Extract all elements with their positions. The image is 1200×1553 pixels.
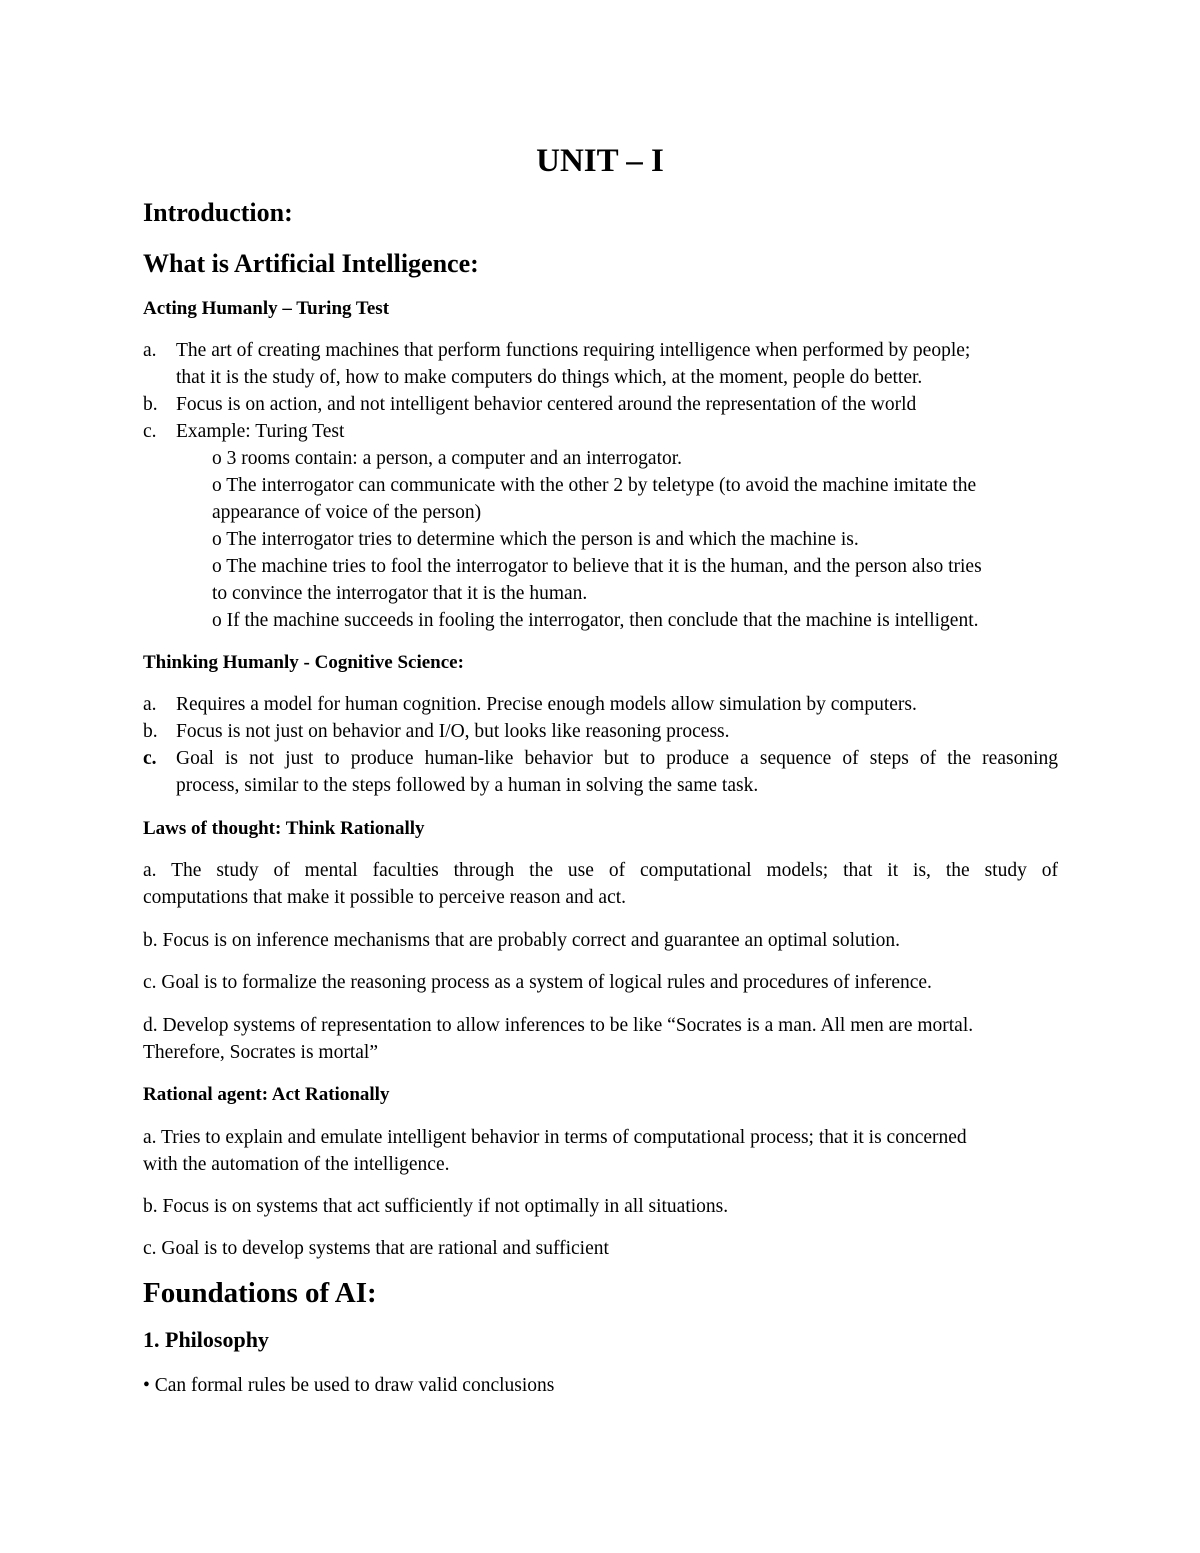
list-item-line: The art of creating machines that perform functions requiring intelligence when performed by people; — [176, 340, 971, 361]
sub-bullet-line: o 3 rooms contain: a person, a computer and an interrogator. — [212, 448, 683, 469]
philosophy-heading: 1. Philosophy — [143, 1327, 269, 1352]
philosophy-bullet: • Can formal rules be used to draw valid conclusions — [143, 1375, 555, 1396]
list-item-line: process, similar to the steps followed by a human in solving the same task. — [176, 775, 759, 796]
laws-of-thought-heading: Laws of thought: Think Rationally — [143, 818, 425, 839]
paragraph-line: c. Goal is to formalize the reasoning process as a system of logical rules and procedures of inference. — [143, 972, 932, 993]
paragraph-line: d. Develop systems of representation to allow inferences to be like “Socrates is a man. All men are mortal. — [143, 1015, 974, 1036]
list-marker: a. — [143, 340, 157, 361]
sub-bullet-line: o The interrogator tries to determine which the person is and which the machine is. — [212, 529, 859, 550]
paragraph-line: b. Focus is on systems that act sufficiently if not optimally in all situations. — [143, 1196, 729, 1217]
paragraph-line: a. The study of mental faculties through the use of computational models; that it is, the study of — [143, 860, 1058, 881]
list-item-line: Requires a model for human cognition. Precise enough models allow simulation by computers. — [176, 694, 917, 715]
sub-bullet-line: o The machine tries to fool the interrogator to believe that it is the human, and the person also tries — [212, 556, 982, 577]
what-is-ai-heading: What is Artificial Intelligence: — [143, 249, 479, 278]
list-marker: c. — [143, 748, 157, 769]
list-item-line: Goal is not just to produce human-like behavior but to produce a sequence of steps of the reasoning — [176, 748, 1058, 769]
list-marker: a. — [143, 694, 157, 715]
acting-humanly-heading: Acting Humanly – Turing Test — [143, 298, 390, 319]
page-title: UNIT – I — [536, 143, 664, 179]
paragraph-line: Therefore, Socrates is mortal” — [143, 1042, 378, 1063]
list-marker: b. — [143, 394, 158, 415]
introduction-heading: Introduction: — [143, 198, 293, 227]
sub-bullet-line: o If the machine succeeds in fooling the interrogator, then conclude that the machine is intelligent. — [212, 610, 979, 631]
list-item-line: Example: Turing Test — [176, 421, 345, 442]
thinking-humanly-heading: Thinking Humanly - Cognitive Science: — [143, 652, 464, 673]
paragraph-line: computations that make it possible to perceive reason and act. — [143, 887, 627, 908]
list-item-line: Focus is on action, and not intelligent behavior centered around the representation of the world — [176, 394, 917, 415]
paragraph-line: with the automation of the intelligence. — [143, 1154, 450, 1175]
sub-bullet-line: o The interrogator can communicate with the other 2 by teletype (to avoid the machine imitate the — [212, 475, 977, 496]
list-item-line: Focus is not just on behavior and I/O, but looks like reasoning process. — [176, 721, 730, 742]
sub-bullet-line: appearance of voice of the person) — [212, 502, 482, 523]
list-marker: b. — [143, 721, 158, 742]
list-marker: c. — [143, 421, 157, 442]
rational-agent-heading: Rational agent: Act Rationally — [143, 1084, 390, 1105]
paragraph-line: a. Tries to explain and emulate intelligent behavior in terms of computational process; that it is concerned — [143, 1127, 967, 1148]
sub-bullet-line: to convince the interrogator that it is the human. — [212, 583, 588, 604]
paragraph-line: c. Goal is to develop systems that are rational and sufficient — [143, 1238, 609, 1259]
foundations-heading: Foundations of AI: — [143, 1277, 377, 1309]
paragraph-line: b. Focus is on inference mechanisms that are probably correct and guarantee an optimal solution. — [143, 930, 901, 951]
list-item-line: that it is the study of, how to make computers do things which, at the moment, people do better. — [176, 367, 923, 388]
